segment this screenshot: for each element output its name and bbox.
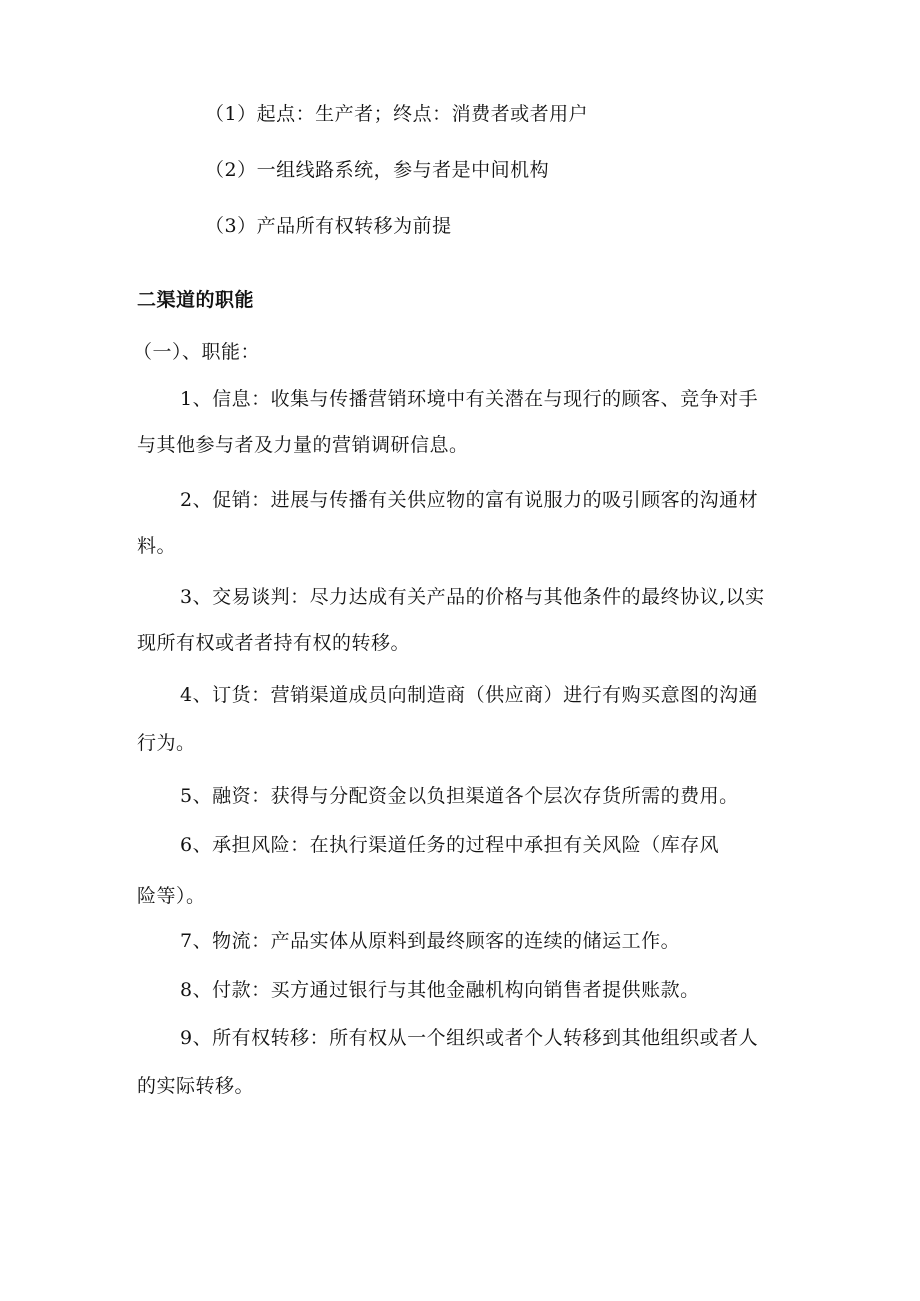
function-2-line2: 料。	[137, 535, 177, 557]
function-8-line1: 8、付款：买方通过银行与其他金融机构向销售者提供账款。	[180, 979, 700, 1001]
function-1-line2: 与其他参与者及力量的营销调研信息。	[137, 434, 469, 456]
intro-point-2: （2）一组线路系统，参与者是中间机构	[205, 159, 550, 181]
function-5-line1: 5、融资：获得与分配资金以负担渠道各个层次存货所需的费用。	[180, 785, 739, 807]
function-6-line1: 6、承担风险：在执行渠道任务的过程中承担有关风险（库存风	[180, 834, 720, 856]
intro-point-3: （3）产品所有权转移为前提	[205, 215, 452, 237]
function-6-line2: 险等）。	[137, 885, 206, 907]
function-4-line2: 行为。	[137, 732, 196, 754]
function-1-line1: 1、信息：收集与传播营销环境中有关潜在与现行的顾客、竞争对手	[180, 388, 759, 410]
function-3-line1: 3、交易谈判：尽力达成有关产品的价格与其他条件的最终协议,以实	[180, 586, 765, 608]
function-9-line2: 的实际转移。	[137, 1075, 255, 1097]
function-3-line2: 现所有权或者者持有权的转移。	[137, 632, 411, 654]
section-title: 二渠道的职能	[137, 289, 255, 311]
intro-point-1: （1）起点：生产者；终点：消费者或者用户	[205, 103, 589, 125]
function-9-line1: 9、所有权转移：所有权从一个组织或者个人转移到其他组织或者人	[180, 1027, 759, 1049]
function-4-line1: 4、订货：营销渠道成员向制造商（供应商）进行有购买意图的沟通	[180, 684, 759, 706]
function-2-line1: 2、促销：进展与传播有关供应物的富有说服力的吸引顾客的沟通材	[180, 489, 759, 511]
subsection-title: （一）、职能：	[133, 341, 261, 363]
function-7-line1: 7、物流：产品实体从原料到最终顾客的连续的储运工作。	[180, 930, 681, 952]
